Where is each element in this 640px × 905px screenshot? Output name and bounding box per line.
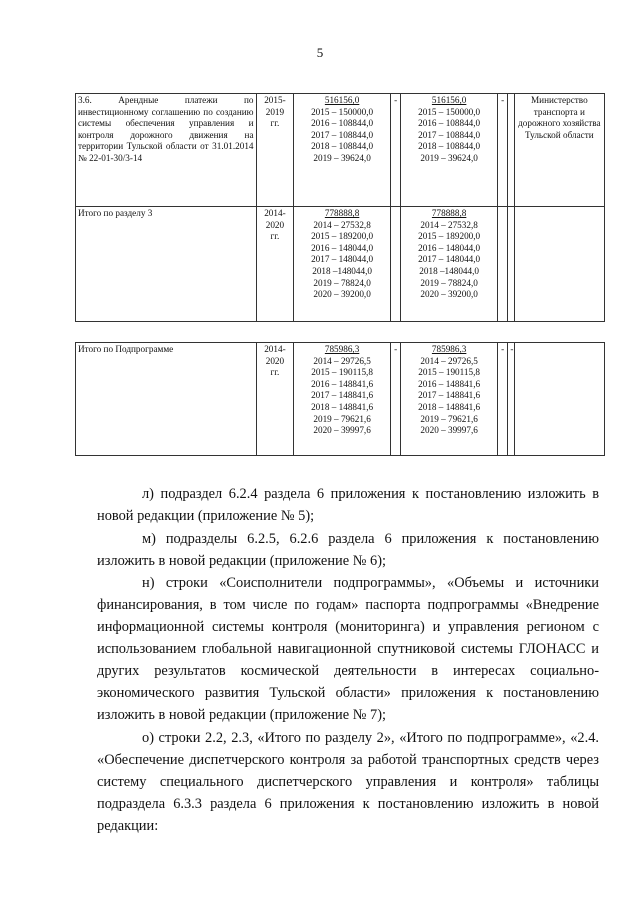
amount-year: 2018 – 108844,0 <box>311 141 374 152</box>
executor-cell <box>514 343 604 456</box>
amount-year: 2015 – 150000,0 <box>311 106 374 117</box>
executor-cell <box>514 207 604 322</box>
amount2-year: 2016 – 148841,6 <box>418 378 481 389</box>
amount2-year: 2017 – 148044,0 <box>418 254 481 265</box>
amount2-year: 2014 – 29726,5 <box>420 355 478 366</box>
amount-year: 2015 – 190115,8 <box>311 367 373 378</box>
amount2-year: 2016 – 108844,0 <box>418 118 481 129</box>
row-amount-cell <box>294 94 391 207</box>
amount-year: 2018 –148044,0 <box>312 265 372 276</box>
table-row <box>76 343 605 456</box>
amount-year: 2016 – 108844,0 <box>311 118 374 129</box>
paragraph-n: н) строки «Соисполнители подпрограммы», «Объемы и источники финансирования, в том числе по годам» паспорта подпрограммы «Внедрение информационной системы контроля (мониторинга) и управления регионом с использованием глобальной навигационной спутниковой системы ГЛОНАСС и других результатов космической деятельности в интересах социально-экономического развития Тульской области» приложения к постановлению изложить в новой редакции (приложение № 7); <box>97 575 599 723</box>
amount-year: 2017 – 148841,6 <box>311 390 374 401</box>
amount2-year: 2015 – 150000,0 <box>418 106 481 117</box>
amount2-year: 2015 – 190115,8 <box>418 367 480 378</box>
row-name: Итого по разделу 3 <box>78 208 153 218</box>
amount-year: 2016 – 148044,0 <box>311 242 374 253</box>
row-amount2-cell <box>401 207 498 322</box>
amount2-year: 2015 – 189200,0 <box>418 231 481 242</box>
table-row <box>76 94 605 207</box>
amount2-total: 516156,0 <box>431 95 467 105</box>
row-term-cell <box>256 343 294 456</box>
term-line: гг. <box>270 118 280 129</box>
amount2-year: 2020 – 39200,0 <box>420 289 478 300</box>
term-line: 2020 <box>265 355 285 366</box>
body-text <box>97 483 599 837</box>
paragraph-m: м) подразделы 6.2.5, 6.2.6 раздела 6 приложения к постановлению изложить в новой редакции (приложение № 6); <box>97 530 599 569</box>
dash-cell <box>390 207 400 322</box>
dash-cell: - <box>497 94 507 207</box>
dash-cell: - <box>497 343 507 456</box>
amount-total: 785986,3 <box>324 344 360 354</box>
row-name-cell <box>76 343 257 456</box>
amount-total: 516156,0 <box>324 95 360 105</box>
budget-table-section-3 <box>75 93 605 322</box>
amount2-year: 2019 – 79621,6 <box>420 413 478 424</box>
row-term-cell <box>256 94 294 207</box>
term-line: 2020 <box>265 219 285 230</box>
row-amount2-cell <box>401 94 498 207</box>
row-amount-cell <box>294 343 391 456</box>
amount-year: 2019 – 79621,6 <box>313 413 371 424</box>
dash-cell: - <box>390 94 400 207</box>
row-name: Итого по Подпрограмме <box>78 344 174 354</box>
dash-cell: - <box>390 343 400 456</box>
amount2-year: 2017 – 148841,6 <box>418 390 481 401</box>
amount-total: 778888,8 <box>324 208 360 218</box>
amount2-year: 2018 – 108844,0 <box>418 141 481 152</box>
budget-table-subprogram-total <box>75 342 605 456</box>
amount-year: 2018 – 148841,6 <box>311 401 374 412</box>
row-name-cell <box>76 207 257 322</box>
dash-cell <box>497 207 507 322</box>
amount2-year: 2020 – 39997,6 <box>420 425 478 436</box>
row-term-cell <box>256 207 294 322</box>
term-line: 2014- <box>264 344 286 354</box>
amount-year: 2014 – 29726,5 <box>313 355 371 366</box>
amount2-year: 2019 – 78824,0 <box>420 277 478 288</box>
executor-cell: Министерство транспорта и дорожного хозяйства Тульской области <box>514 94 604 207</box>
row-name-cell <box>76 94 257 207</box>
amount-year: 2020 – 39997,6 <box>313 425 371 436</box>
amount-year: 2019 – 39624,0 <box>313 152 371 163</box>
term-line: 2015- <box>264 95 286 105</box>
term-line: 2019 <box>265 106 285 117</box>
amount-year: 2015 – 189200,0 <box>311 231 374 242</box>
dash-cell: - <box>508 343 514 456</box>
row-name: 3.6. Арендные платежи по инвестиционному соглашению по созданию системы обеспечения управления и контроля дорожного движения на территории Тульской области от 31.01.2014 № 22-01-30/3-14 <box>78 95 254 163</box>
row-amount2-cell <box>401 343 498 456</box>
paragraph-l: л) подраздел 6.2.4 раздела 6 приложения к постановлению изложить в новой редакции (приложение № 5); <box>97 486 599 524</box>
paragraph-o: о) строки 2.2, 2.3, «Итого по разделу 2», «Итого по подпрограмме», «2.4. «Обеспечение диспетчерского контроля за работой транспортных средств через систему специального диспетчерского управления и контроля» таблицы подраздела 6.3.3 раздела 6 приложения к постановлению изложить в новой редакции: <box>97 729 599 834</box>
amount2-total: 778888,8 <box>431 208 467 218</box>
amount2-total: 785986,3 <box>431 344 467 354</box>
term-line: 2014- <box>264 208 286 218</box>
table-row <box>76 207 605 322</box>
amount-year: 2017 – 148044,0 <box>311 254 374 265</box>
row-amount-cell <box>294 207 391 322</box>
amount-year: 2014 – 27532,8 <box>313 219 371 230</box>
amount-year: 2016 – 148841,6 <box>311 378 374 389</box>
amount2-year: 2018 – 148841,6 <box>418 401 481 412</box>
amount2-year: 2018 –148044,0 <box>419 265 479 276</box>
term-line: гг. <box>270 231 280 242</box>
amount2-year: 2014 – 27532,8 <box>420 219 478 230</box>
page-number: 5 <box>316 45 324 60</box>
amount-year: 2017 – 108844,0 <box>311 129 374 140</box>
term-line: гг. <box>270 367 280 378</box>
amount2-year: 2017 – 108844,0 <box>418 129 481 140</box>
amount-year: 2019 – 78824,0 <box>313 277 371 288</box>
amount2-year: 2019 – 39624,0 <box>420 152 478 163</box>
amount2-year: 2016 – 148044,0 <box>418 242 481 253</box>
amount-year: 2020 – 39200,0 <box>313 289 371 300</box>
